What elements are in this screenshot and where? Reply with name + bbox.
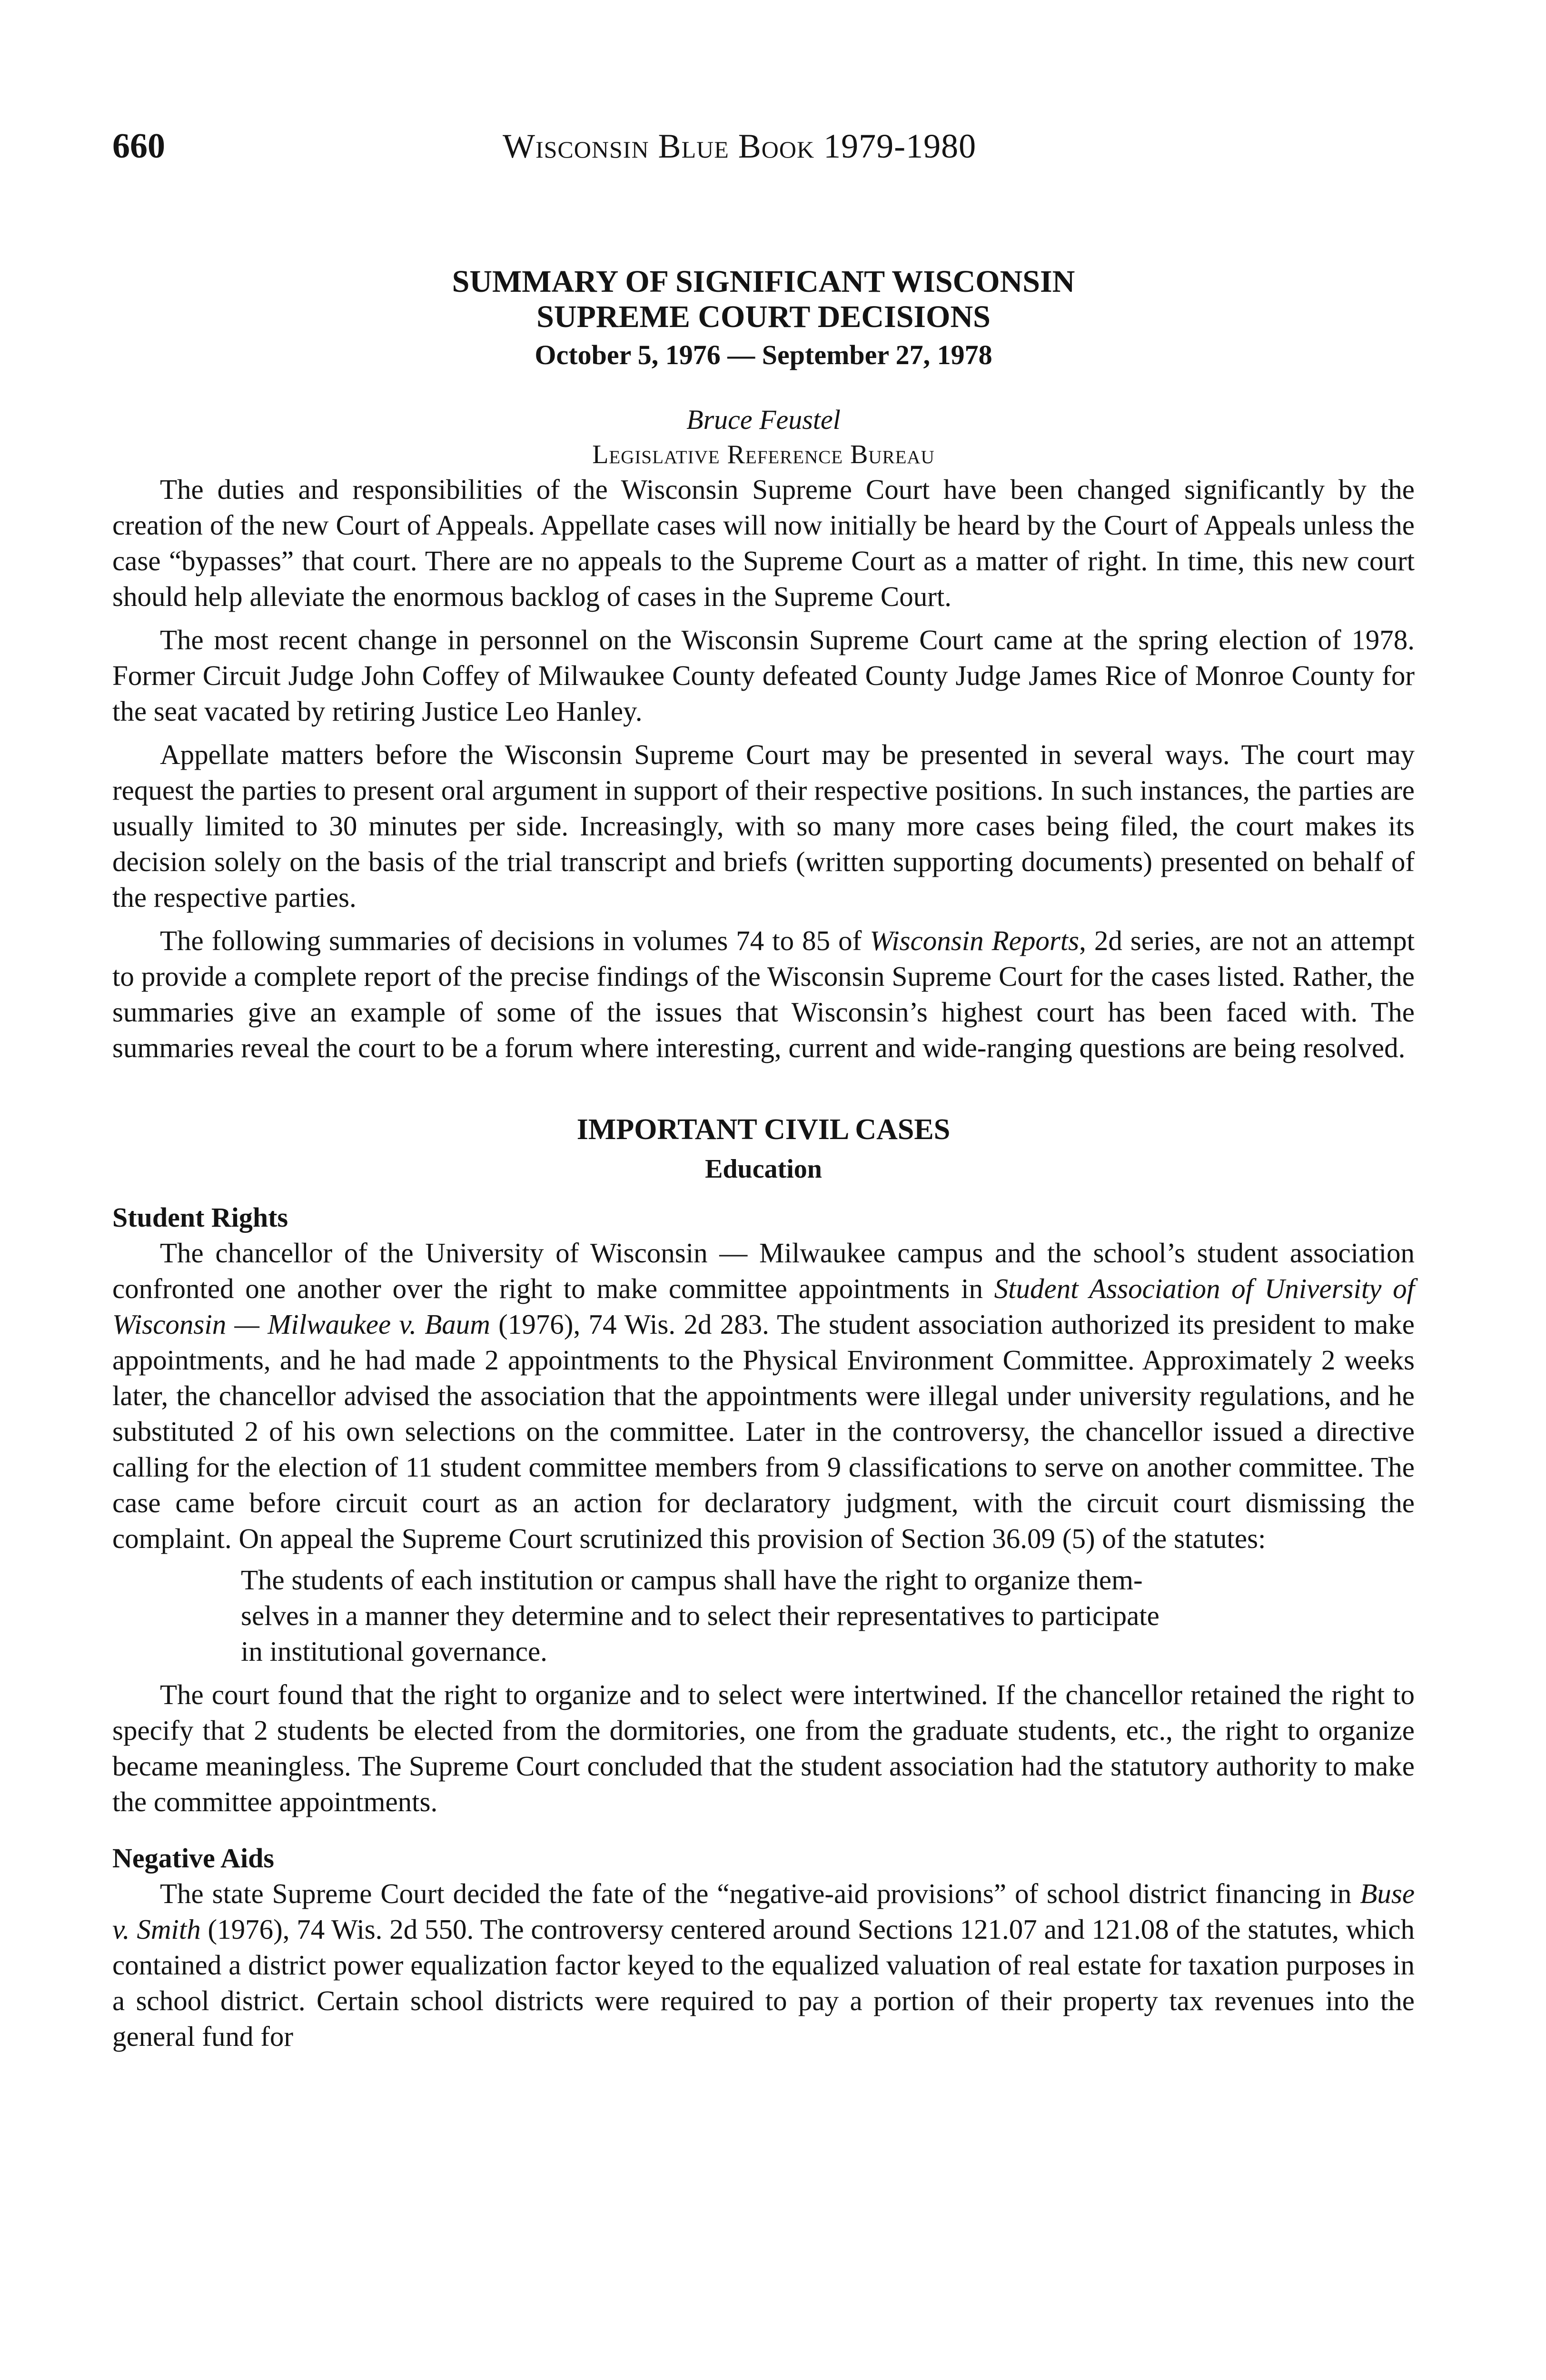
intro-paragraph-4-text-b: , 2d series, are not an attempt to provide a complete report of the precise findings of the Wisconsin Supreme Court for the cases listed. Rather, the summaries give an example of some of the issues that Wisconsin’s highest court has been faced with. The summaries reveal the court to be a forum where interesting, current and wide-ranging questions are being resolved. xyxy=(112,925,1415,1063)
author-affiliation: Legislative Reference Bureau xyxy=(592,440,935,469)
intro-paragraph-4-text-a: The following summaries of decisions in volumes 74 to 85 of xyxy=(160,925,870,956)
negative-aids-paragraph-1 xyxy=(112,1876,1415,2054)
student-rights-text-a: The chancellor of the University of Wisconsin — Milwaukee campus and the school’s student association confronted one another over the right to make committee appointments in xyxy=(112,1237,1415,1304)
intro-paragraph-3: Appellate matters before the Wisconsin Supreme Court may be presented in several ways. The court may request the parties to present oral argument in support of their respective positions. In such instances, the parties are usually limited to 30 minutes per side. Increasingly, with so many more cases being filed, the court makes its decision solely on the basis of the trial transcript and briefs (written supporting documents) presented on behalf of the respective parties. xyxy=(112,739,1415,913)
page xyxy=(112,0,1415,2380)
student-rights-paragraph-1 xyxy=(112,1235,1415,1557)
intro-paragraph-4 xyxy=(112,923,1415,1066)
author: Bruce Feustel xyxy=(686,404,841,435)
intro-paragraph-1: The duties and responsibilities of the Wisconsin Supreme Court have been changed significantly by the creation of the new Court of Appeals. Appellate cases will now initially be heard by the Court of Appeals unless the case “bypasses” that court. There are no appeals to the Supreme Court as a matter of right. In time, this new court should help alleviate the enormous backlog of cases in the Supreme Court. xyxy=(112,474,1415,612)
quote-line-2: selves in a manner they determine and to select their representatives to participate xyxy=(241,1600,1160,1631)
topic-heading-student-rights: Student Rights xyxy=(112,1202,288,1233)
running-title: Wisconsin Blue Book 1979-1980 xyxy=(503,127,977,165)
negative-aids-text-a: The state Supreme Court decided the fate of the “negative-aid provisions” of school district financing in xyxy=(160,1878,1360,1909)
intro-paragraph-2: The most recent change in personnel on the Wisconsin Supreme Court came at the spring election of 1978. Former Circuit Judge John Coffey of Milwaukee County defeated County Judge James Rice of Monroe County for the seat vacated by retiring Justice Leo Hanley. xyxy=(112,624,1415,727)
article-title-line-2: SUPREME COURT DECISIONS xyxy=(536,299,991,334)
quote-line-1: The students of each institution or campus shall have the right to organize them- xyxy=(241,1564,1143,1596)
section-heading: IMPORTANT CIVIL CASES xyxy=(576,1113,951,1146)
student-rights-paragraph-2: The court found that the right to organize and to select were intertwined. If the chancellor retained the right to specify that 2 students be elected from the dormitories, one from the graduate students, etc., the right to organize became meaningless. The Supreme Court concluded that the student association had the statutory authority to make the committee appointments. xyxy=(112,1679,1415,1817)
article-title xyxy=(112,264,1415,335)
case-name: Student Association of University of Wisconsin — Milwaukee v. Baum xyxy=(112,1273,1415,1340)
negative-aids-text-b: (1976), 74 Wis. 2d 550. The controversy centered around Sections 121.07 and 121.08 of the statutes, which contained a district power equalization factor keyed to the equalized valuation of real estate for taxation purposes in a school district. Certain school districts were required to pay a portion of their property tax revenues into the general fund for xyxy=(112,1914,1415,2052)
quote-line-3: in institutional governance. xyxy=(241,1636,547,1667)
article xyxy=(112,264,1415,2054)
subsection-heading: Education xyxy=(705,1154,822,1184)
statute-quotation xyxy=(112,1562,1415,1669)
topic-heading-negative-aids: Negative Aids xyxy=(112,1843,274,1874)
case-name: Buse v. Smith xyxy=(112,1878,1415,1945)
date-range: October 5, 1976 — September 27, 1978 xyxy=(535,339,992,370)
publication-title: Wisconsin Reports xyxy=(870,925,1080,956)
page-number: 660 xyxy=(112,127,165,166)
student-rights-text-b: (1976), 74 Wis. 2d 283. The student association authorized its president to make appointments, and he had made 2 appointments to the Physical Environment Committee. Approximately 2 weeks later, the chancellor advised the association that the appointments were illegal under university regulations, and he substituted 2 of his own selections on the committee. Later in the controversy, the chancellor issued a directive calling for the election of 11 student committee members from 9 classifications to serve on another committee. The case came before circuit court as an action for declaratory judgment, with the circuit court dismissing the complaint. On appeal the Supreme Court scrutinized this provision of Section 36.09 (5) of the statutes: xyxy=(112,1309,1415,1554)
article-title-line-1: SUMMARY OF SIGNIFICANT WISCONSIN xyxy=(452,264,1075,299)
running-head xyxy=(112,125,1415,168)
